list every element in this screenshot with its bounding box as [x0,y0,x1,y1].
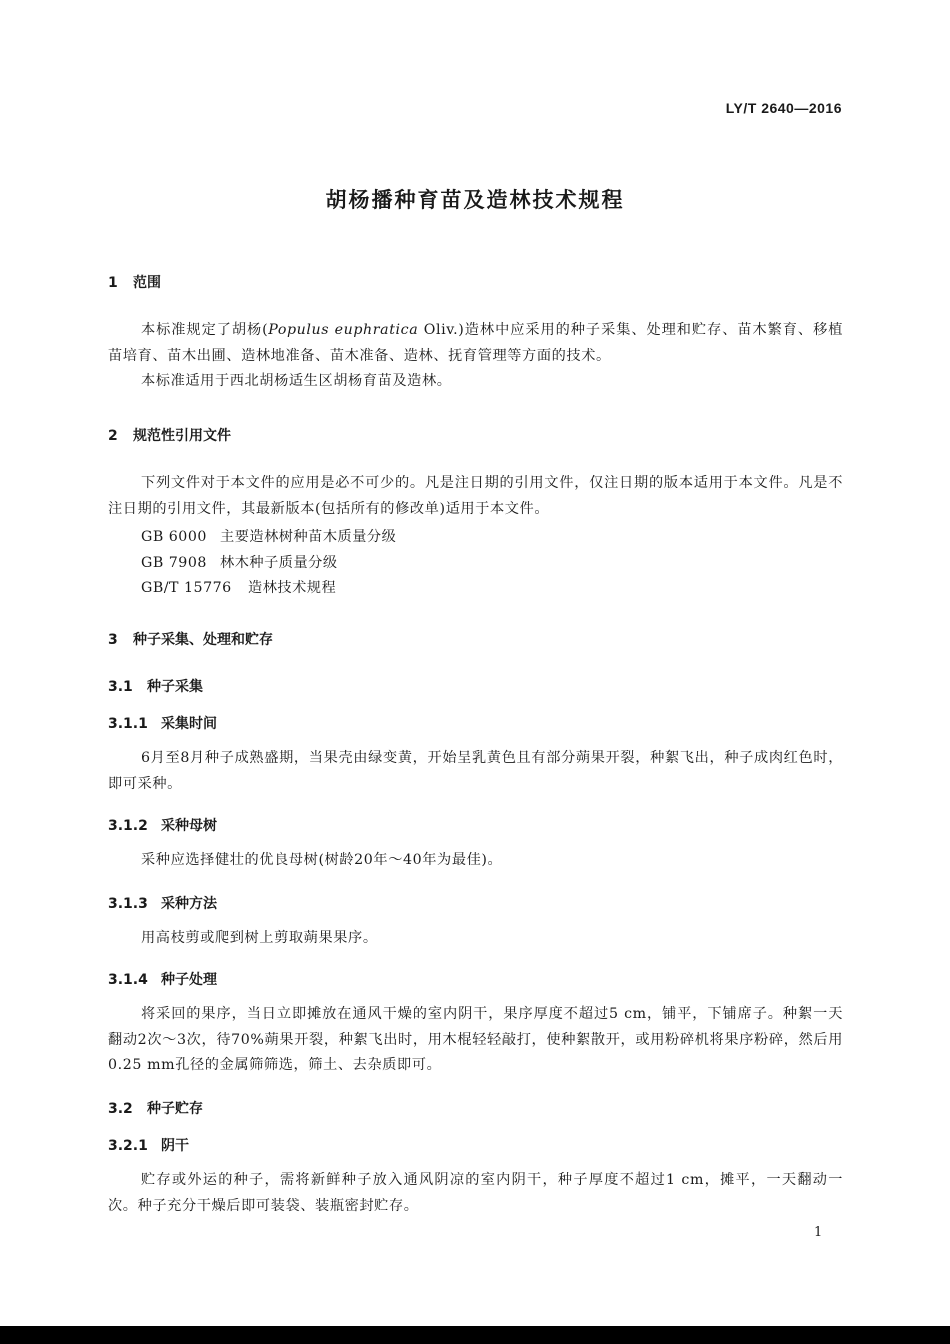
section-1-paragraph-2: 本标准适用于西北胡杨适生区胡杨育苗及造林。 [141,373,452,389]
latin-name: Populus euphratica [268,322,419,338]
section-number: 3.2.1 [108,1138,148,1154]
section-title: 采集时间 [161,716,217,732]
page-number: 1 [814,1225,823,1240]
section-3-2-1-paragraph: 贮存或外运的种子，需将新鲜种子放入通风阴凉的室内阴干，种子厚度不超过1 cm，摊平，一天翻动一次。种子充分干燥后即可装袋、装瓶密封贮存。 [108,1172,843,1214]
section-number: 3 [108,632,118,648]
section-title: 种子贮存 [147,1101,203,1117]
section-title: 采种方法 [161,896,217,912]
section-title: 种子采集、处理和贮存 [133,632,273,648]
section-3-1-3-paragraph: 用高枝剪或爬到树上剪取蒴果果序。 [141,930,378,946]
reference-title: 林木种子质量分级 [220,555,338,571]
scan-border [0,1326,950,1344]
reference-code: GB/T 15776 [141,580,232,596]
section-3-1-4-heading [108,969,217,989]
section-number: 3.1 [108,679,133,695]
normative-reference [141,552,338,572]
section-2-paragraph-1: 下列文件对于本文件的应用是必不可少的。凡是注日期的引用文件，仅注日期的版本适用于本文件。凡是不注日期的引用文件，其最新版本(包括所有的修改单)适用于本文件。 [108,475,843,517]
section-2-heading [108,425,231,445]
reference-code: GB 7908 [141,555,207,571]
section-number: 1 [108,275,118,291]
section-title: 采种母树 [161,818,217,834]
standard-code: LY/T 2640—2016 [725,100,842,116]
section-number: 3.2 [108,1101,133,1117]
section-number: 2 [108,428,118,444]
section-1-paragraph-1: 本标准规定了胡杨(Populus euphratica Oliv.)造林中应采用的种子采集、处理和贮存、苗木繁育、移植苗培育、苗木出圃、造林地准备、苗木准备、造林、抚育管理等方面的技术。 [108,322,844,364]
section-title: 种子采集 [147,679,203,695]
section-3-1-3-heading [108,893,217,913]
reference-title: 造林技术规程 [248,580,337,596]
reference-code: GB 6000 [141,529,207,545]
section-3-1-1-paragraph: 6月至8月种子成熟盛期，当果壳由绿变黄，开始呈乳黄色且有部分蒴果开裂，种絮飞出，种子成肉红色时，即可采种。 [108,750,843,792]
section-number: 3.1.3 [108,896,148,912]
section-3-2-1-heading [108,1135,189,1155]
reference-title: 主要造林树种苗木质量分级 [220,529,397,545]
section-title: 种子处理 [161,972,217,988]
section-3-1-2-heading [108,815,217,835]
normative-reference [141,526,396,546]
section-number: 3.1.4 [108,972,148,988]
section-title: 规范性引用文件 [133,428,231,444]
section-3-heading [108,629,273,649]
section-number: 3.1.1 [108,716,148,732]
section-3-1-2-paragraph: 采种应选择健壮的优良母树(树龄20年～40年为最佳)。 [141,852,503,868]
section-3-1-1-heading [108,713,217,733]
section-3-2-heading [108,1098,203,1118]
section-1-heading [108,272,161,292]
normative-reference [141,577,336,597]
section-title: 范围 [133,275,161,291]
section-3-1-4-paragraph: 将采回的果序，当日立即摊放在通风干燥的室内阴干，果序厚度不超过5 cm，铺平，下铺席子。种絮一天翻动2次～3次，待70%蒴果开裂，种絮飞出时，用木棍轻轻敲打，使种絮散开，或用粉碎机将果序粉碎，然后用0.25 mm孔径的金属筛筛选，筛土、去杂质即可。 [108,1006,843,1073]
document-title: 胡杨播种育苗及造林技术规程 [325,188,625,212]
section-3-1-heading [108,676,203,696]
section-number: 3.1.2 [108,818,148,834]
section-title: 阴干 [161,1138,189,1154]
